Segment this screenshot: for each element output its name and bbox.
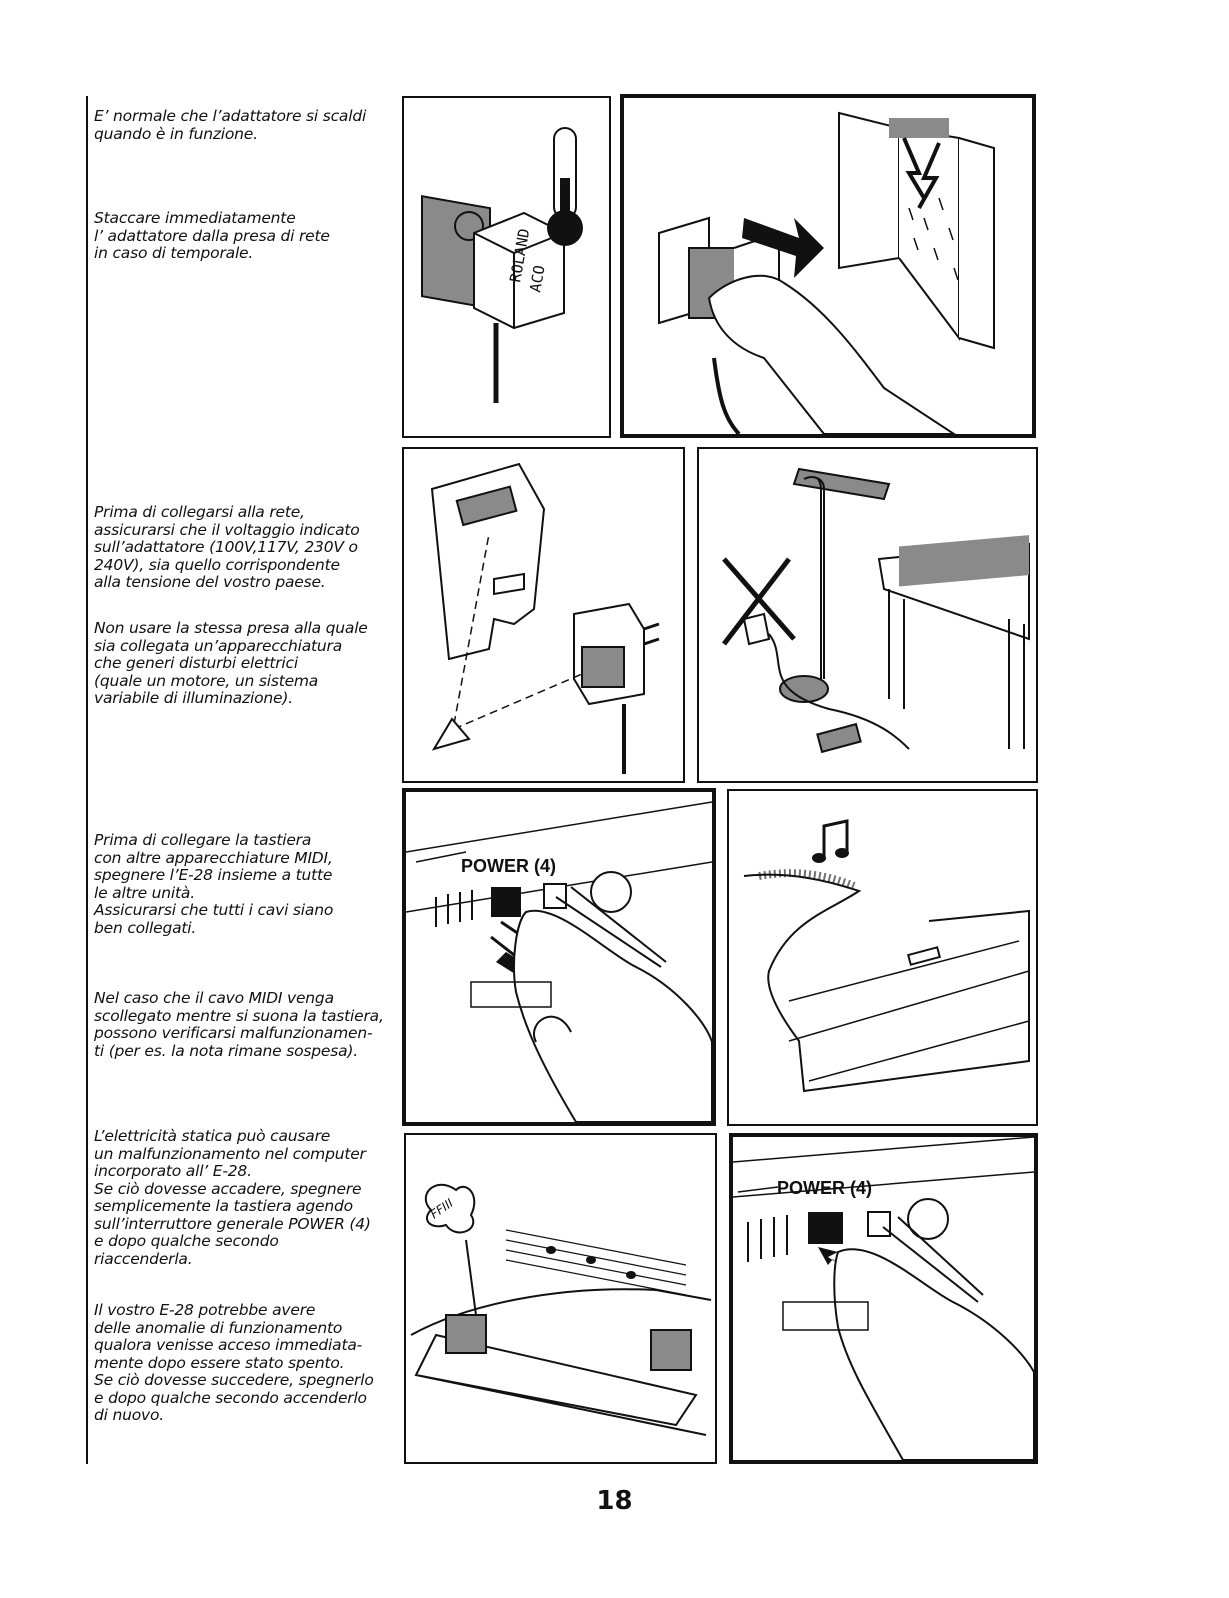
note-midi-connect: Prima di collegare la tastiera con altre apparecchiature MIDI, spegnere l’E-28 insieme a tutte le altre unità. Assicurarsi che tutti i cavi siano ben collegati. (94, 831, 334, 937)
illustration-adapter-heat (402, 96, 611, 438)
note-power-cycle: Il vostro E-28 potrebbe avere delle anomalie di funzionamento qualora venisse acceso immediata- mente dopo essere stato spento. Se ciò dovesse succedere, spegnerlo e dopo qualche secondo accenderlo di nuovo. (94, 1301, 374, 1424)
power-switch-icon (491, 887, 521, 917)
note-shared-outlet: Non usare la stessa presa alla quale sia collegata un’apparecchiatura che generi disturbi elettrici (quale un motore, un sistema variabile di illuminazione). (94, 619, 368, 707)
power-label-1: POWER (4) (461, 856, 557, 876)
illustration-voltage-check (402, 447, 685, 783)
note-thunderstorm: Staccare immediatamente l’ adattatore dalla presa di rete in caso di temporale. (94, 209, 330, 262)
illustration-shared-outlet (697, 447, 1038, 783)
page-number: 18 (596, 1486, 633, 1516)
note-static-electricity: L’elettricità statica può causare un malfunzionamento nel computer incorporato all’ E-28. Se ciò dovesse accadere, spegnere semplicemente la tastiera agendo sull’interruttore generale POWER (4) e dopo qualche secondo riaccenderla. (94, 1127, 371, 1268)
adapter-brand-top: ROLAND (506, 227, 534, 284)
adapter-brand-bottom: ACO (526, 263, 549, 294)
illustration-power-off-midi (402, 788, 716, 1126)
illustration-power-cycle (729, 1133, 1038, 1464)
power-switch-icon-2 (808, 1212, 843, 1244)
illustration-unplug-storm (620, 94, 1036, 438)
illustration-stuck-note (727, 789, 1038, 1126)
power-label-2: POWER (4) (777, 1178, 873, 1198)
illustration-static-electricity (404, 1133, 717, 1464)
left-margin-rule (86, 96, 88, 1464)
static-sfx-label: FFIII (427, 1195, 456, 1222)
note-midi-disconnect: Nel caso che il cavo MIDI venga scollegato mentre si suona la tastiera, possono verificarsi malfunzionamen- ti (per es. la nota rimane sospesa). (94, 989, 384, 1060)
note-voltage: Prima di collegarsi alla rete, assicurarsi che il voltaggio indicato sull’adattatore (100V,117V, 230V o 240V), sia quello corrispondente alla tensione del vostro paese. (94, 503, 360, 591)
note-adapter-warm: E’ normale che l’adattatore si scaldi quando è in funzione. (94, 107, 367, 143)
eye-icon (434, 719, 469, 749)
